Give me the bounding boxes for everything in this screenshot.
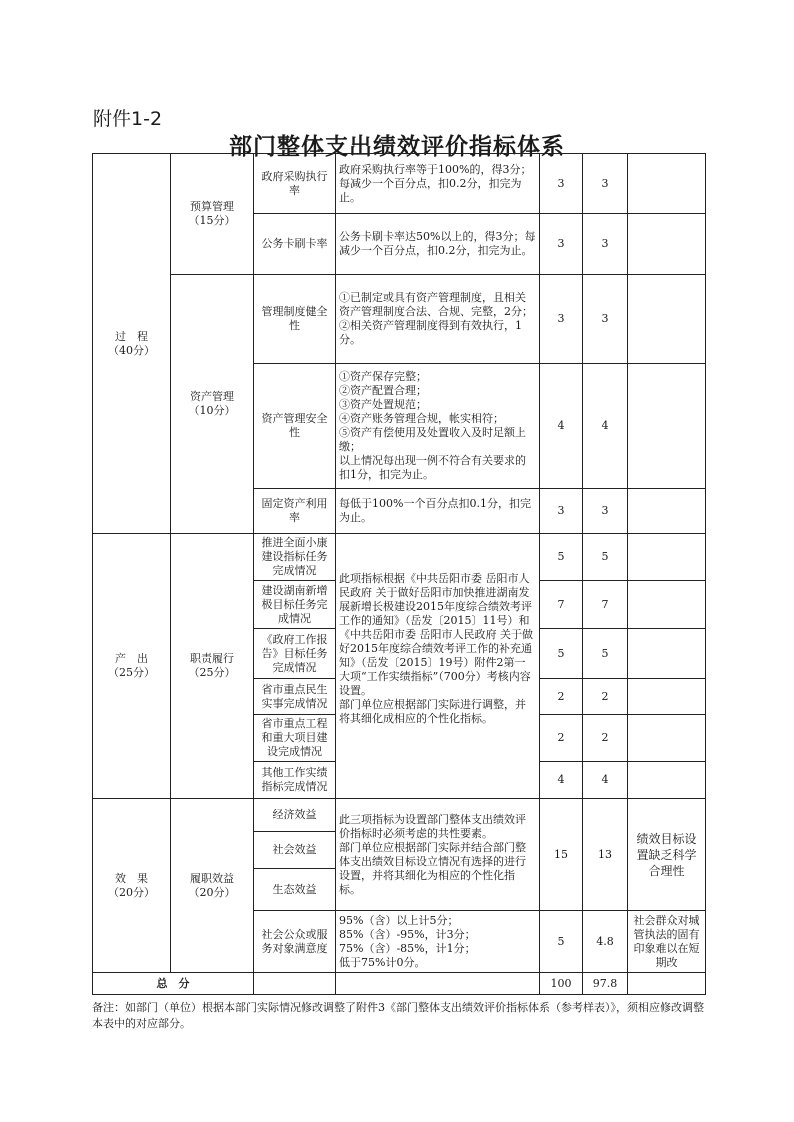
row-procurement	[93, 154, 706, 214]
safety-full: 4	[540, 364, 583, 489]
satisfaction-desc-4: 低于75%计0分。	[339, 955, 426, 969]
procurement-actual: 3	[583, 154, 628, 214]
safety-actual: 4	[583, 364, 628, 489]
budget-label: 预算管理	[190, 200, 234, 213]
process-score: （40分）	[108, 343, 155, 357]
duty-label: 职责履行	[190, 652, 234, 665]
system-full: 3	[540, 275, 583, 364]
output-item-name: 省市重点民生实事完成情况	[254, 679, 336, 715]
output-item-name: 其他工作实绩指标完成情况	[254, 762, 336, 799]
output-item-actual: 4	[583, 762, 628, 799]
output-item-actual: 5	[583, 629, 628, 679]
output-item-name: 推进全面小康建设指标任务完成情况	[254, 534, 336, 581]
output-cell	[93, 534, 171, 799]
effect-group-full: 15	[540, 799, 583, 911]
output-item-actual: 7	[583, 581, 628, 629]
row-total	[93, 973, 706, 995]
procurement-desc: 政府采购执行率等于100%的，得3分；每减少一个百分点，扣0.2分，扣完为止。	[336, 154, 540, 214]
satisfaction-desc-1: 95%（含）以上计5分；	[339, 913, 459, 927]
system-desc-1: ①已制定或具有资产管理制度，且相关资产管理制度合法、合规、完整，2分；	[339, 291, 533, 318]
total-blank-1	[254, 973, 336, 995]
system-actual: 3	[583, 275, 628, 364]
eco-name: 生态效益	[254, 869, 336, 911]
card-remark	[628, 214, 706, 275]
output-item-full: 5	[540, 534, 583, 581]
safety-desc-3: ③资产处置规范；	[339, 398, 427, 411]
safety-desc-1: ①资产保存完整；	[339, 370, 427, 383]
effect-label: 效 果	[115, 871, 148, 885]
satisfaction-desc-2: 85%（含）-95%，计3分；	[339, 927, 476, 941]
system-desc	[336, 275, 540, 364]
procurement-full: 3	[540, 154, 583, 214]
output-item-actual: 2	[583, 679, 628, 715]
output-label: 产 出	[115, 652, 148, 665]
total-remark	[628, 973, 706, 995]
social-name: 社会效益	[254, 832, 336, 869]
row-system	[93, 275, 706, 364]
system-desc-2: ②相关资产管理制度得到有效执行，1分。	[339, 319, 522, 346]
output-item-name: 省市重点工程和重大项目建设完成情况	[254, 715, 336, 762]
asset-score: （10分）	[188, 404, 236, 417]
footer-note: 备注：如部门（单位）根据本部门实际情况修改调整了附件3《部门整体支出绩效评价指标体系（参考样表）》，须相应修改调整本表中的对应部分。	[92, 1001, 704, 1030]
satisfaction-desc-3: 75%（含）-85%，计1分；	[339, 941, 476, 955]
fixed-full: 3	[540, 489, 583, 534]
duty-cell	[171, 534, 254, 799]
asset-cell	[171, 275, 254, 534]
output-item-remark	[628, 715, 706, 762]
card-name: 公务卡刷卡率	[254, 214, 336, 275]
process-cell	[93, 154, 171, 534]
output-item-full: 2	[540, 715, 583, 762]
output-item-full: 7	[540, 581, 583, 629]
total-label: 总 分	[93, 973, 254, 995]
card-full: 3	[540, 214, 583, 275]
safety-desc	[336, 364, 540, 489]
total-blank-2	[336, 973, 540, 995]
fixed-desc: 每低于100%一个百分点扣0.1分，扣完为止。	[336, 489, 540, 534]
indicator-table	[92, 153, 706, 995]
asset-label: 资产管理	[190, 390, 234, 403]
effect-group-remark: 绩效目标设置缺乏科学合理性	[628, 799, 706, 911]
system-name: 管理制度健全性	[254, 275, 336, 364]
budget-score: （15分）	[188, 214, 236, 227]
safety-remark	[628, 364, 706, 489]
output-item-full: 2	[540, 679, 583, 715]
output-desc-1: 此项指标根据《中共岳阳市委 岳阳市人民政府 关于做好岳阳市加快推进湖南发展新增长极建设2015年度综合绩效考评工作的通知》（岳发〔2015〕11号）和《中共岳阳市委 岳阳市人民政府 关于做好2015年度综合绩效考评工作的补充通知》（岳发〔2015〕19号）附件2第一大项“工作实绩指标”（700分）考核内容设置。	[339, 572, 533, 697]
effect-group-desc-1: 此三项指标为设置部门整体支出绩效评价指标时必须考虑的共性要素。	[339, 812, 526, 840]
row-econ	[93, 799, 706, 832]
safety-desc-6: 以上情况每出现一例不符合有关要求的扣1分，扣完为止。	[339, 454, 526, 481]
output-desc-2: 部门单位应根据部门实际进行调整，并将其细化成相应的个性化指标。	[339, 698, 526, 725]
effect-group-desc	[336, 799, 540, 911]
effect-group-desc-2: 部门单位应根据部门实际并结合部门整体支出绩效目标设立情况有选择的进行设置，并将其细化为相应的个性化指标。	[339, 840, 526, 896]
total-full: 100	[540, 973, 583, 995]
output-item-full: 5	[540, 629, 583, 679]
output-item-remark	[628, 762, 706, 799]
output-item-remark	[628, 629, 706, 679]
output-item-actual: 5	[583, 534, 628, 581]
satisfaction-actual: 4.8	[583, 911, 628, 973]
safety-desc-5: ⑤资产有偿使用及处置收入及时足额上缴；	[339, 426, 526, 453]
satisfaction-desc	[336, 911, 540, 973]
page-title: 部门整体支出绩效评价指标体系	[229, 134, 565, 160]
output-item-actual: 2	[583, 715, 628, 762]
row-output-0	[93, 534, 706, 581]
satisfaction-name: 社会公众或服务对象满意度	[254, 911, 336, 973]
budget-cell	[171, 154, 254, 275]
fixed-remark	[628, 489, 706, 534]
procurement-remark	[628, 154, 706, 214]
econ-name: 经济效益	[254, 799, 336, 832]
satisfaction-remark: 社会群众对城管执法的固有印象难以在短期改	[628, 911, 706, 973]
output-item-remark	[628, 534, 706, 581]
total-actual: 97.8	[583, 973, 628, 995]
procurement-name: 政府采购执行率	[254, 154, 336, 214]
output-item-remark	[628, 679, 706, 715]
output-item-name: 建设湖南新增极目标任务完成情况	[254, 581, 336, 629]
safety-desc-2: ②资产配置合理；	[339, 384, 427, 397]
output-item-remark	[628, 581, 706, 629]
card-actual: 3	[583, 214, 628, 275]
output-score: （25分）	[108, 666, 155, 679]
effect-score: （20分）	[108, 885, 155, 899]
fixed-name: 固定资产利用率	[254, 489, 336, 534]
perf-score: （20分）	[188, 885, 236, 899]
fixed-actual: 3	[583, 489, 628, 534]
effect-cell	[93, 799, 171, 973]
duty-score: （25分）	[188, 666, 236, 679]
effect-group-actual: 13	[583, 799, 628, 911]
card-desc: 公务卡刷卡率达50%以上的，得3分；每减少一个百分点，扣0.2分，扣完为止。	[336, 214, 540, 275]
output-item-name: 《政府工作报告》目标任务完成情况	[254, 629, 336, 679]
process-label: 过 程	[115, 329, 148, 343]
safety-desc-4: ④资产账务管理合规，帐实相符；	[339, 412, 504, 425]
perf-cell	[171, 799, 254, 973]
system-remark	[628, 275, 706, 364]
output-desc	[336, 534, 540, 799]
satisfaction-full: 5	[540, 911, 583, 973]
attachment-label: 附件1-2	[93, 108, 163, 130]
safety-name: 资产管理安全性	[254, 364, 336, 489]
perf-label: 履职效益	[190, 871, 234, 885]
output-item-full: 4	[540, 762, 583, 799]
